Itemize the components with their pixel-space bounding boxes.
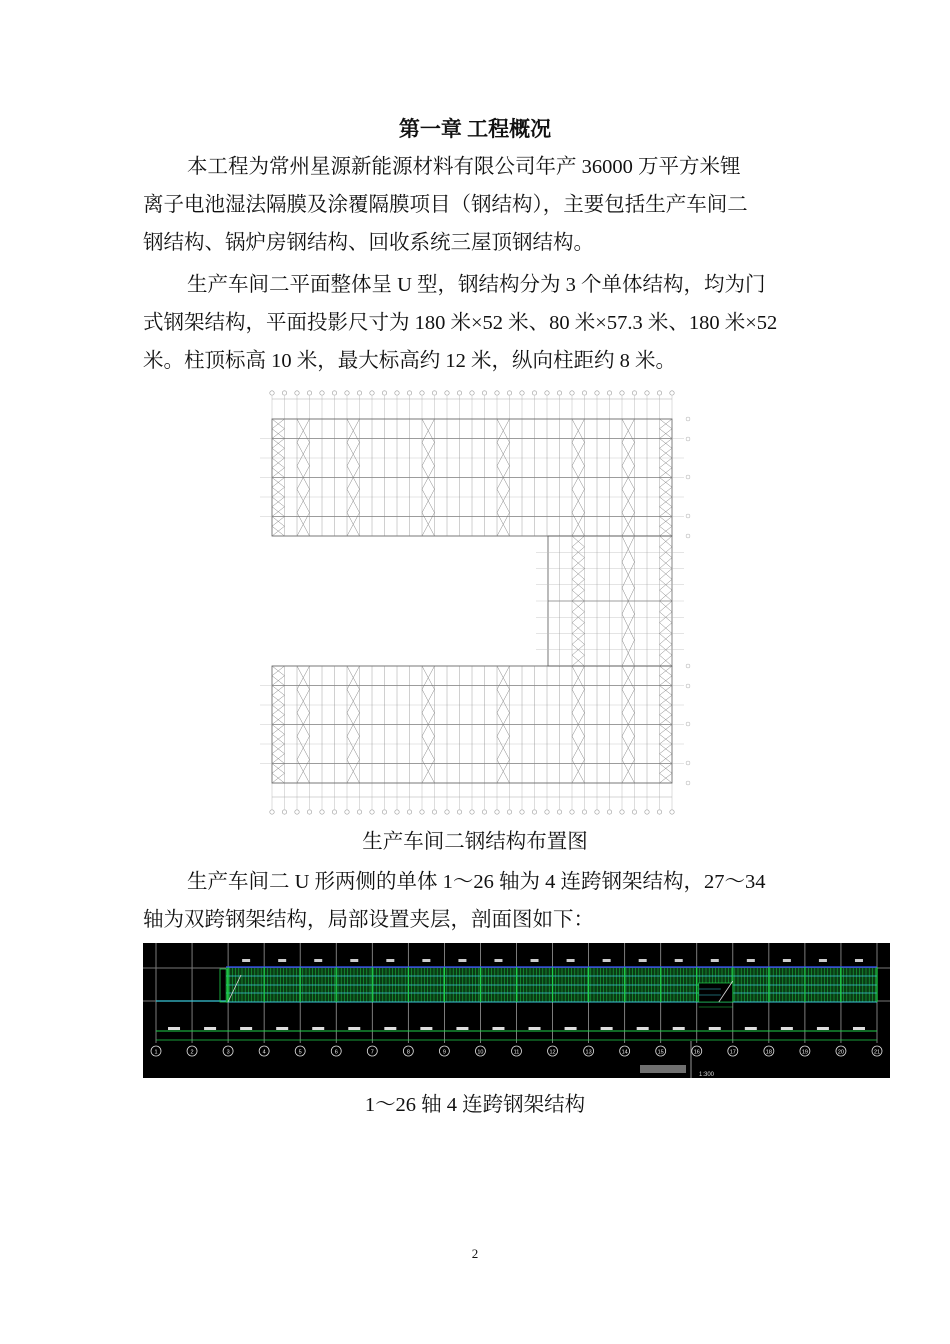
svg-text:5: 5: [298, 1049, 302, 1056]
figure-caption-section: 1～26 轴 4 连跨钢架结构: [364, 1094, 586, 1116]
svg-text:15: 15: [657, 1049, 664, 1056]
svg-text:21: 21: [873, 1049, 881, 1056]
paragraph-line: 离子电池湿法隔膜及涂覆隔膜项目（钢结构），主要包括生产车间二: [143, 194, 748, 216]
cad-section-drawing: [143, 943, 890, 1078]
paragraph-line: 轴为双跨钢架结构，局部设置夹层，剖面图如下：: [143, 909, 594, 931]
paragraph-structure: [143, 266, 810, 380]
svg-text:12: 12: [549, 1049, 556, 1056]
svg-text:9: 9: [442, 1049, 446, 1056]
svg-text:1: 1: [154, 1049, 158, 1056]
paragraph-line: 本工程为常州星源新能源材料有限公司年产 36000 万平方米锂: [187, 156, 741, 178]
svg-text:19: 19: [801, 1049, 808, 1056]
page-number: 2: [471, 1246, 479, 1261]
svg-text:3: 3: [226, 1049, 230, 1056]
paragraph-line: 生产车间二 U 形两侧的单体 1～26 轴为 4 连跨钢架结构，27～34: [187, 871, 766, 893]
svg-text:1:300: 1:300: [699, 1072, 715, 1078]
paragraph-line: 生产车间二平面整体呈 U 型，钢结构分为 3 个单体结构，均为门: [187, 274, 766, 296]
paragraph-line: 式钢架结构，平面投影尺寸为 180 米×52 米、80 米×57.3 米、180 米×52: [143, 312, 778, 334]
svg-text:16: 16: [693, 1049, 700, 1056]
svg-text:18: 18: [765, 1049, 772, 1056]
paragraph-line: 米。柱顶标高 10 米，最大标高约 12 米，纵向柱距约 8 米。: [143, 350, 676, 372]
paragraph-line: 钢结构、锅炉房钢结构、回收系统三屋顶钢结构。: [143, 232, 594, 254]
svg-text:2: 2: [190, 1049, 194, 1056]
svg-text:20: 20: [837, 1049, 845, 1056]
svg-text:17: 17: [729, 1049, 736, 1056]
svg-text:8: 8: [406, 1049, 410, 1056]
floor-plan-drawing: [255, 385, 695, 817]
paragraph-overview: [143, 148, 810, 262]
figure-caption-floor-plan: 生产车间二钢结构布置图: [362, 831, 588, 853]
paragraph-section-intro: [143, 863, 810, 939]
svg-text:10: 10: [477, 1049, 484, 1056]
svg-text:7: 7: [370, 1049, 374, 1056]
svg-text:4: 4: [262, 1049, 266, 1056]
svg-text:6: 6: [334, 1049, 338, 1056]
chapter-heading: 第一章 工程概况: [398, 117, 552, 141]
svg-text:13: 13: [585, 1049, 592, 1056]
svg-text:14: 14: [621, 1049, 628, 1056]
svg-text:11: 11: [513, 1049, 520, 1056]
